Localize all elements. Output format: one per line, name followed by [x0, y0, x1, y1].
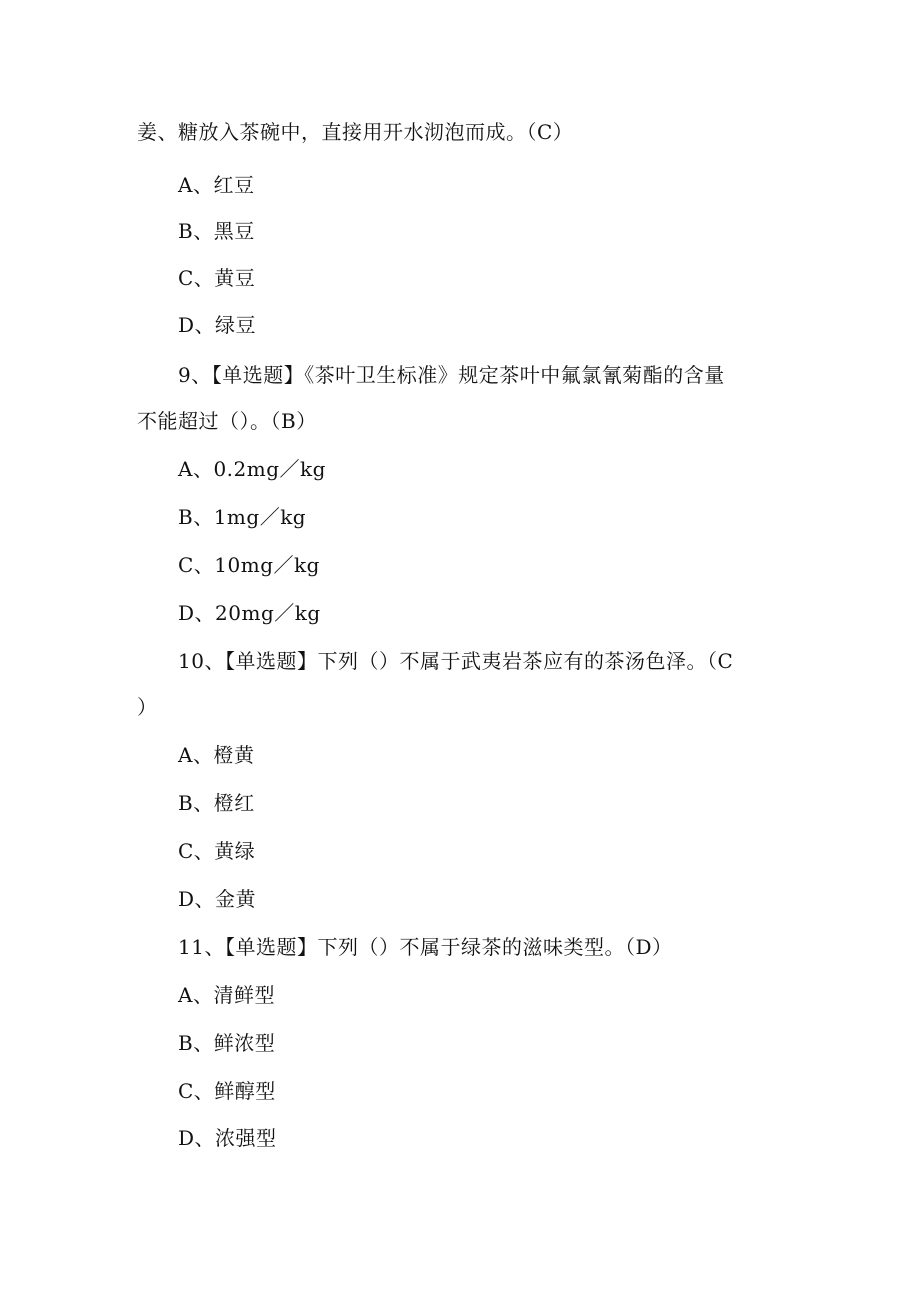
question-11-option-c: C、鲜醇型 — [178, 1079, 276, 1103]
question-9-stem: 9、【单选题】《茶叶卫生标准》规定茶叶中氟氯氰菊酯的含量 — [178, 363, 725, 387]
question-8-continuation: 姜、糖放入茶碗中，直接用开水沏泡而成。（C） — [137, 120, 574, 144]
question-10-option-b: B、橙红 — [178, 791, 255, 815]
question-10-option-c: C、黄绿 — [178, 839, 256, 863]
question-8-option-a: A、红豆 — [178, 173, 255, 197]
question-10-stem: 10、【单选题】下列（）不属于武夷岩茶应有的茶汤色泽。（C — [178, 649, 734, 673]
question-9-option-d: D、20mg／kg — [178, 601, 321, 625]
question-9-stem-continuation: 不能超过（）。（B） — [137, 409, 317, 433]
question-10-option-a: A、橙黄 — [178, 743, 255, 767]
question-8-option-d: D、绿豆 — [178, 313, 257, 337]
question-8-option-b: B、黑豆 — [178, 219, 255, 243]
question-8-option-c: C、黄豆 — [178, 266, 256, 290]
question-11-option-a: A、清鲜型 — [178, 983, 275, 1007]
question-9-option-c: C、10mg／kg — [178, 553, 320, 577]
question-11-option-d: D、浓强型 — [178, 1126, 277, 1150]
question-9-option-b: B、1mg／kg — [178, 505, 307, 529]
question-11-option-b: B、鲜浓型 — [178, 1031, 276, 1055]
question-10-option-d: D、金黄 — [178, 887, 257, 911]
question-9-option-a: A、0.2mg／kg — [178, 457, 326, 481]
question-11-stem: 11、【单选题】下列（）不属于绿茶的滋味类型。（D） — [178, 935, 673, 959]
question-10-stem-continuation: ） — [137, 695, 158, 719]
